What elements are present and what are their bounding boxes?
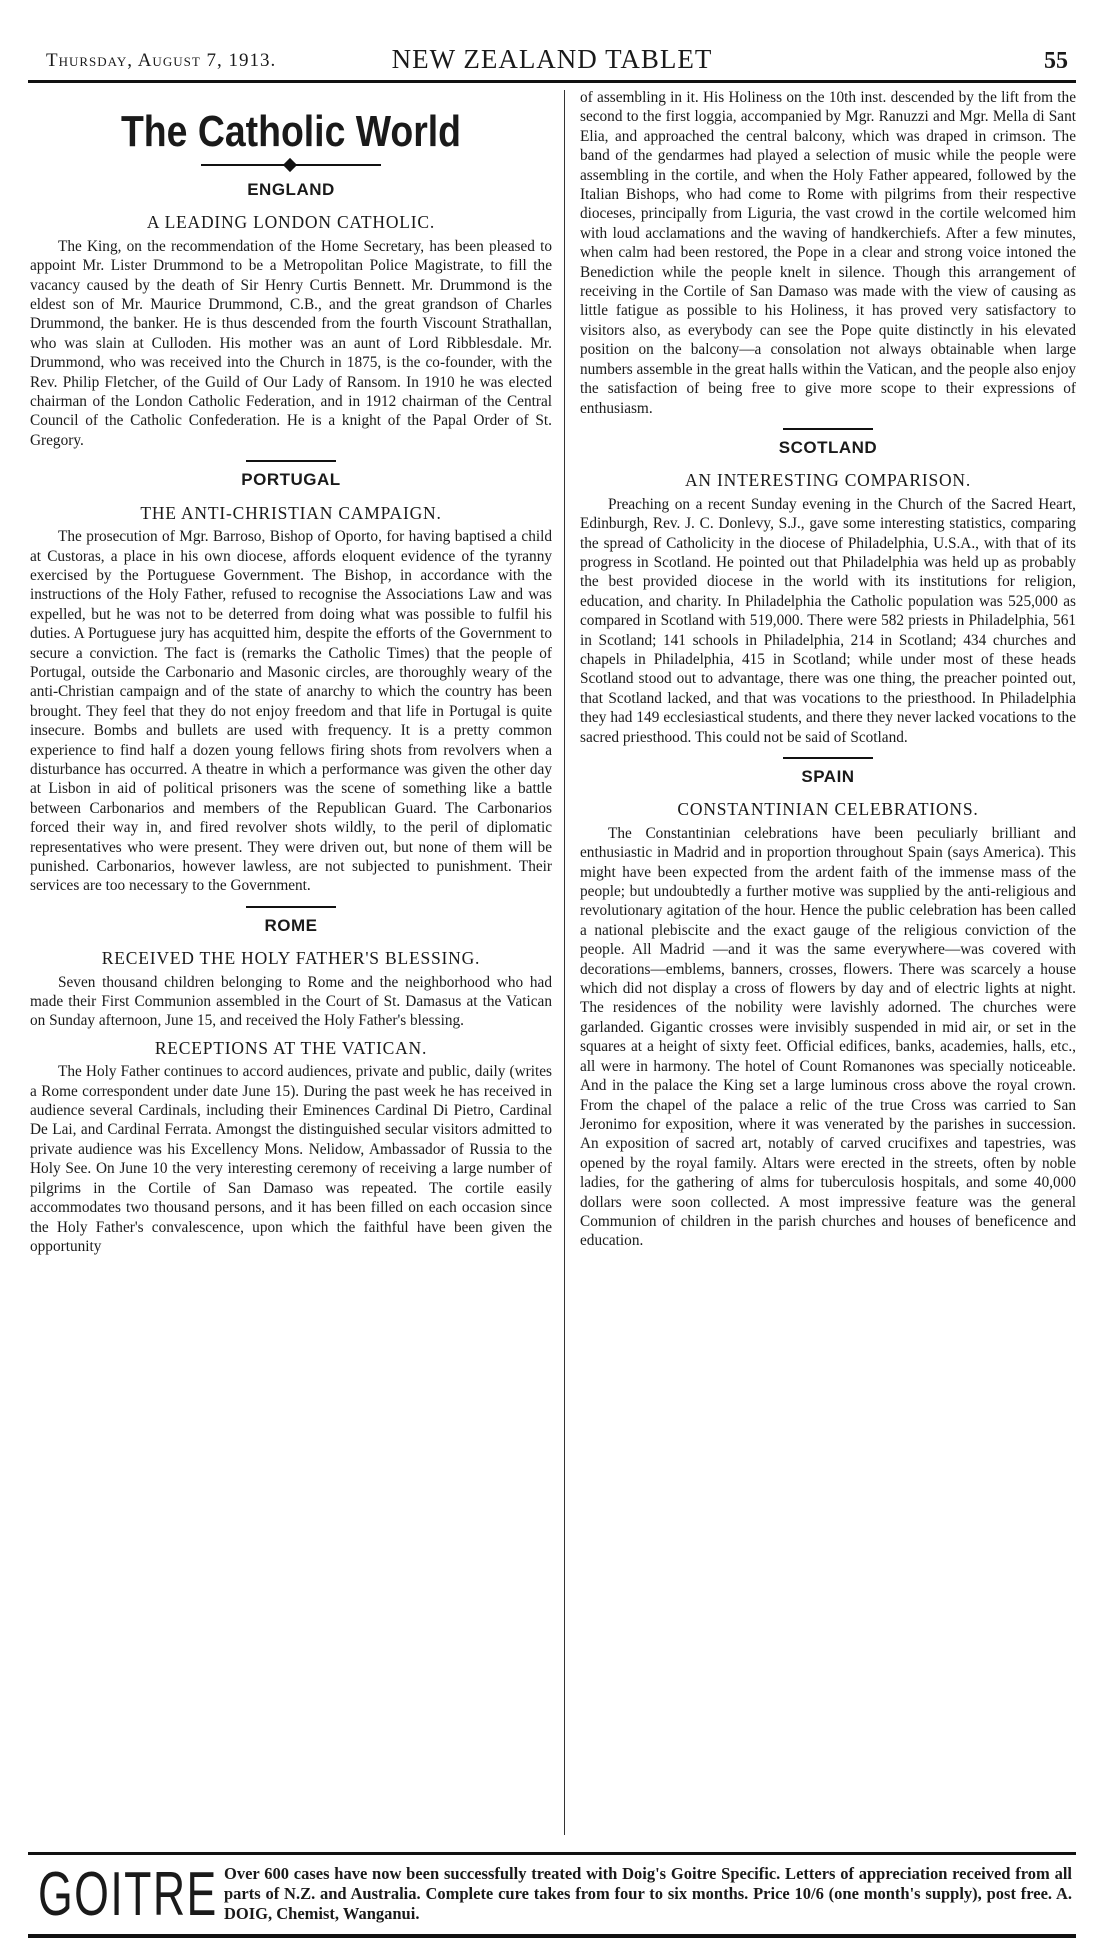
title-ornament-rule	[201, 164, 381, 166]
spain-country-heading: SPAIN	[801, 767, 855, 786]
rome-country-heading: ROME	[264, 915, 318, 935]
spain-article-body: The Constantinian celebrations have been peculiarly brilliant and enthusiastic in Madrid and in proportion throughout Spain (says America). This might have been expected from the ardent faith of the immense mass of the people; but undoubtedly a further motive was supplied by the anti-religious and revolutionary agitation of the hour. Hence the public celebration has been called a national plebiscite and the exact gauge of the religious conviction of the people. All Madrid —and it was the same everywhere—was covered with decorations—emblems, banners, crosses, flowers. There was scarcely a house which did not display a cross of flowers by day and of electric lights at night. The residences of the nobility were lavishly adorned. The churches were garlanded. Gigantic crosses were invisibly suspended in mid air, or set in the squares at a height of sixty feet. Official edifices, banks, academies, halls, etc., all were in harmony. The hotel of Count Romanones was specially noticeable. And in the palace the King set a large luminous cross above the royal crown. From the chapel of the palace a relic of the true Cross was carried to San Jeronimo for exposition, where it was venerated by the parishes in succession. An exposition of sacred art, notably of carved crucifixes and tapestries, was opened by the royal family. Altars were erected in the streets, often by noble ladies, for the gathering of alms for tuberculosis hospitals, and some 40,000 dollars were soon collected. A most impressive feature was the general Communion of children in the parish churches and houses of beneficence and education.	[580, 824, 1076, 1250]
section-rule	[246, 906, 336, 908]
masthead	[28, 46, 1076, 82]
right-column	[580, 88, 1076, 1259]
portugal-country-heading: PORTUGAL	[241, 470, 341, 490]
rome-receptions-heading: RECEPTIONS AT THE VATICAN.	[154, 1037, 428, 1058]
advertisement-text: Over 600 cases have now been successfully treated with Doig's Goitre Specific. Letters of appreciation received from all parts of N.Z. and Australia. Complete cure takes from four to six months. Price 10/6 (one month's supply), post free. A. DOIG, Chemist, Wanganui.	[224, 1864, 1072, 1923]
page-number: 55	[1044, 48, 1068, 74]
section-rule	[246, 460, 336, 462]
section-rule	[783, 757, 873, 759]
england-article-body: The King, on the recommendation of the Home Secretary, has been pleased to appoint Mr. Lister Drummond to be a Metropolitan Police Magistrate, to fill the vacancy caused by the death of Sir Henry Curtis Bennett. Mr. Drummond is the eldest son of Mr. Maurice Drummond, C.B., and the great grandson of Charles Drummond, the banker. He is thus descended from the fourth Viscount Strathallan, who was slain at Culloden. His mother was an aunt of Lord Ribblesdale. Mr. Drummond, who was received into the Church in 1875, is the co-founder, with the Rev. Philip Fletcher, of the Guild of Our Lady of Ransom. In 1910 he was elected chairman of the London Catholic Federation, and in 1912 chairman of the Central Council of the Catholic Confederation. He is a knight of the Papal Order of St. Gregory.	[30, 237, 552, 449]
advertisement-headline: GOITRE	[38, 1860, 218, 1929]
section-rule	[783, 428, 873, 430]
goitre-advertisement	[28, 1858, 1076, 1934]
portugal-article-body: The prosecution of Mgr. Barroso, Bishop of Oporto, for having baptised a child at Custoras, a place in his own diocese, affords eloquent evidence of the tyranny exercised by the Portuguese Government. The Bishop, in accordance with the instructions of the Holy Father, refused to recognise the Associations Law and was expelled, but he was not to be deterred from doing what was possible to fulfil his duties. A Portuguese jury has acquitted him, despite the efforts of the Government to secure a conviction. The fact is (remarks the Catholic Times) that the people of Portugal, outside the Carbonario and Masonic circles, are thoroughly weary of the anti-Christian campaign and of the state of anarchy to which the country has been brought. They feel that they do not enjoy freedom and that life in Portugal is quite insecure. Bombs and bullets are used with frequency. It is a pretty common experience to find half a dozen young fellows firing shots from revolvers when a disturbance has occurred. A theatre in which a performance was given the other day at Lisbon in aid of political prisoners was the scene of something like a battle between Carbonarios and members of the Republican Guard. The Carbonarios forced their way in, and fired revolver shots wildly, to the peril of diplomatic representatives who were present. They were driven out, but none of them will be punished. Carbonarios, however lawless, are not subjected to punishment. Their services are too necessary to the Government.	[30, 528, 552, 895]
scotland-country-heading: SCOTLAND	[778, 437, 878, 457]
england-article-heading: A LEADING LONDON CATHOLIC.	[146, 212, 436, 233]
newspaper-title: NEW ZEALAND TABLET	[391, 44, 713, 74]
left-column	[30, 88, 552, 1264]
advertisement-top-rule	[28, 1852, 1076, 1855]
spain-article-heading: CONSTANTINIAN CELEBRATIONS.	[677, 799, 979, 820]
rome-blessing-heading: RECEIVED THE HOLY FATHER'S BLESSING.	[101, 948, 481, 969]
issue-date: Thursday, August 7, 1913.	[46, 50, 277, 71]
advertisement-bottom-rule	[28, 1934, 1076, 1938]
england-country-heading: ENGLAND	[247, 180, 335, 199]
portugal-article-heading: THE ANTI-CHRISTIAN CAMPAIGN.	[140, 502, 442, 523]
scotland-article-body: Preaching on a recent Sunday evening in the Church of the Sacred Heart, Edinburgh, Rev. J. C. Donlevy, S.J., gave some interesting statistics, comparing the spread of Catholicity in the diocese of Philadelphia, U.S.A., with that of its progress in Scotland. He pointed out that Philadelphia was held up as probably the best provided diocese in the world with its institutions for religion, education, and charity. In Philadelphia the Catholic population was 525,000 as compared in Scotland with 519,000. There were 582 priests in Philadelphia, 561 in Scotland; 141 schools in Philadelphia, 214 in Scotland; 434 churches and chapels in Philadelphia, 415 in Scotland; while under most of these heads Scotland stood out to advantage, there was one thing, the preacher pointed out, that Scotland lacked, and that was vocations to the priesthood. In Philadelphia they had 149 ecclesiastical students, and there they never lacked vocations to the sacred priesthood. This could not be said of Scotland.	[580, 495, 1076, 746]
rome-receptions-body-continued: of assembling in it. His Holiness on the 10th inst. descended by the lift from the second to the first loggia, accompanied by Mgr. Ranuzzi and Mgr. Mella di Sant Elia, and approached the central balcony, which was draped in crimson. The band of the gendarmes had played a selection of music while the people were assembling in the cortile, and when the Holy Father appeared, followed by the Italian Bishops, who had come to Rome with pilgrims from their respective dioceses, principally from Liguria, the vast crowd in the cortile welcomed him with loud acclamations and the waving of handkerchiefs. After a few minutes, when calm had been restored, the Pope in a clear and strong voice intoned the Benediction while the people knelt in silence. Though this arrangement of receiving in the Cortile of San Damaso was made with the view of causing as little fatigue as possible to his Holiness, it has proved very satisfactory to visitors also, as everybody can see the Pope quite distinctly in his elevated position on the balcony—a consolation not always obtainable when large numbers assemble in the great halls within the Vatican, and the people also enjoy the satisfaction of being free to give more scope to their expressions of enthusiasm.	[580, 89, 1076, 417]
rome-blessing-body: Seven thousand children belonging to Rome and the neighborhood who had made their First Communion assembled in the Court of St. Damasus at the Vatican on Sunday afternoon, June 15, and received the Holy Father's blessing.	[30, 973, 552, 1030]
rome-receptions-body: The Holy Father continues to accord audiences, private and public, daily (writes a Rome correspondent under date June 15). During the past week he has received in audience several Cardinals, including their Eminences Cardinal Di Pietro, Cardinal De Lai, and Cardinal Ferrata. Amongst the distinguished secular visitors admitted to private audience was his Excellency Mons. Nelidow, Ambassador of Russia to the Holy See. On June 10 the very interesting ceremony of receiving a large number of pilgrims in the Cortile of San Damaso was repeated. The cortile easily accommodates two thousand persons, and it has been filled on each occasion since the Holy Father's convalescence, upon which the faithful have been given the opportunity	[30, 1063, 552, 1255]
column-divider	[564, 90, 565, 1835]
masthead-rule	[28, 80, 1076, 83]
scotland-article-heading: AN INTERESTING COMPARISON.	[684, 470, 972, 491]
section-title: The Catholic World	[120, 107, 462, 156]
